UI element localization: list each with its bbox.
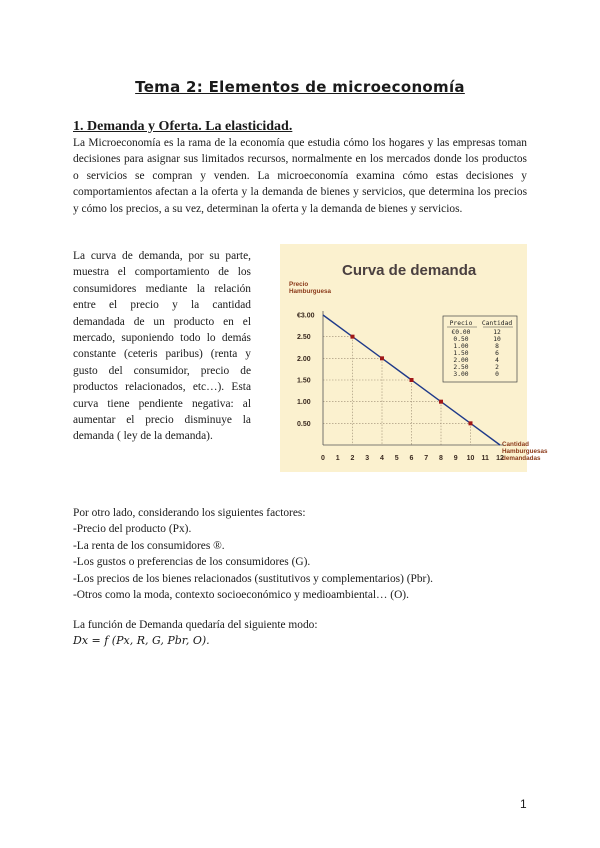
y-tick-label: 2.50 [297, 334, 311, 342]
y-tick-label: 2.00 [297, 355, 311, 363]
x-axis-label [502, 441, 548, 462]
x-tick-label: 11 [481, 455, 489, 462]
demand-formula: Dx = f (Px, R, G, Pbr, O). [73, 634, 210, 648]
table-cell-price: 1.50 [453, 350, 469, 357]
table-cell-quantity: 0 [495, 371, 499, 378]
demand-chart [280, 244, 548, 472]
function-intro: La función de Demanda quedaría del siguiente modo: [73, 619, 318, 631]
y-tick-label: 1.00 [297, 399, 311, 407]
factors-intro: Por otro lado, considerando los siguientes factores: [73, 507, 306, 519]
x-tick-label: 8 [439, 455, 443, 462]
y-tick-label: 1.50 [297, 377, 311, 385]
table-cell-quantity: 12 [493, 329, 501, 336]
x-tick-label: 0 [321, 455, 325, 462]
data-point [351, 335, 355, 339]
x-axis-label-line: demandadas [502, 455, 541, 462]
table-header-price: Precio [449, 320, 473, 327]
x-tick-label: 10 [466, 455, 475, 462]
table-cell-quantity: 2 [495, 364, 499, 371]
x-tick-label: 3 [365, 455, 370, 462]
factor-item: -Los precios de los bienes relacionados (sustitutivos y complementarios) (Pbr). [73, 572, 433, 585]
x-axis-label-line: Hamburguesas [502, 448, 548, 455]
x-tick-label: 12 [496, 455, 504, 462]
data-point [439, 400, 443, 404]
factor-item: -Precio del producto (Px). [73, 523, 192, 536]
page-number: 1 [520, 797, 527, 811]
intro-paragraph: La Microeconomía es la rama de la economía que estudia cómo los hogares y las empresas toman decisiones para asignar sus limitados recursos, normalmente en los mercados donde los productos o servicios se compran y venden. La microeconomía examina cómo estas decisiones y comportamientos afectan a la oferta y la demanda de bienes y servicios, que determina los precios y cómo los precios, a su vez, determinan la oferta y la demanda de bienes y servicios. [73, 137, 527, 215]
table-cell-quantity: 8 [495, 343, 499, 350]
demand-curve-paragraph: La curva de demanda, por su parte, muestra el comportamiento de los consumidores mediante la relación entre el precio y la cantidad demandada de un producto en el mercado, suponiendo todo lo demás constante (ceteris paribus) (renta y gusto del consumidor, precio de productos relacionados, etc…). Esta curva tiene pendiente negativa: al aumentar el precio disminuye la demanda ( ley de la demanda). [73, 250, 251, 443]
table-cell-quantity: 4 [495, 357, 499, 364]
demand-chart-svg [280, 244, 548, 472]
table-cell-price: 2.00 [453, 357, 469, 364]
factor-item: -La renta de los consumidores ®. [73, 539, 225, 552]
data-point [410, 378, 414, 382]
table-cell-quantity: 10 [493, 336, 501, 343]
function-block [73, 617, 527, 650]
y-tick-label: €3.00 [297, 312, 315, 320]
chart-title: Curva de demanda [342, 262, 477, 279]
x-axis-label-line: Cantidad [502, 441, 529, 448]
document-title: Tema 2: Elementos de microeconomía [135, 78, 465, 96]
table-header-quantity: Cantidad [481, 320, 513, 327]
table-cell-price: 0.50 [453, 336, 469, 343]
x-tick-label: 5 [394, 455, 399, 462]
table-cell-price: €0.00 [451, 329, 471, 336]
table-cell-price: 2.50 [453, 364, 469, 371]
table-cell-quantity: 6 [495, 350, 499, 357]
table-cell-price: 1.00 [453, 343, 469, 350]
y-axis-label-line: Precio [289, 281, 309, 288]
data-point [380, 356, 384, 360]
x-tick-label: 4 [380, 455, 384, 462]
section-heading: 1. Demanda y Oferta. La elasticidad. [73, 119, 293, 134]
table-cell-price: 3.00 [453, 371, 469, 378]
data-point [469, 421, 473, 425]
y-tick-label: 0.50 [297, 420, 311, 428]
x-tick-label: 9 [453, 455, 458, 462]
factor-item: -Los gustos o preferencias de los consumidores (G). [73, 556, 311, 569]
x-tick-label: 7 [424, 455, 429, 462]
x-tick-label: 6 [409, 455, 414, 462]
y-axis-label-line: Hamburguesa [289, 288, 331, 295]
factor-item: -Otros como la moda, contexto socioeconómico y medioambiental… (O). [73, 589, 409, 602]
x-tick-label: 2 [350, 455, 355, 462]
factors-block [73, 505, 527, 603]
x-tick-label: 1 [335, 455, 340, 462]
